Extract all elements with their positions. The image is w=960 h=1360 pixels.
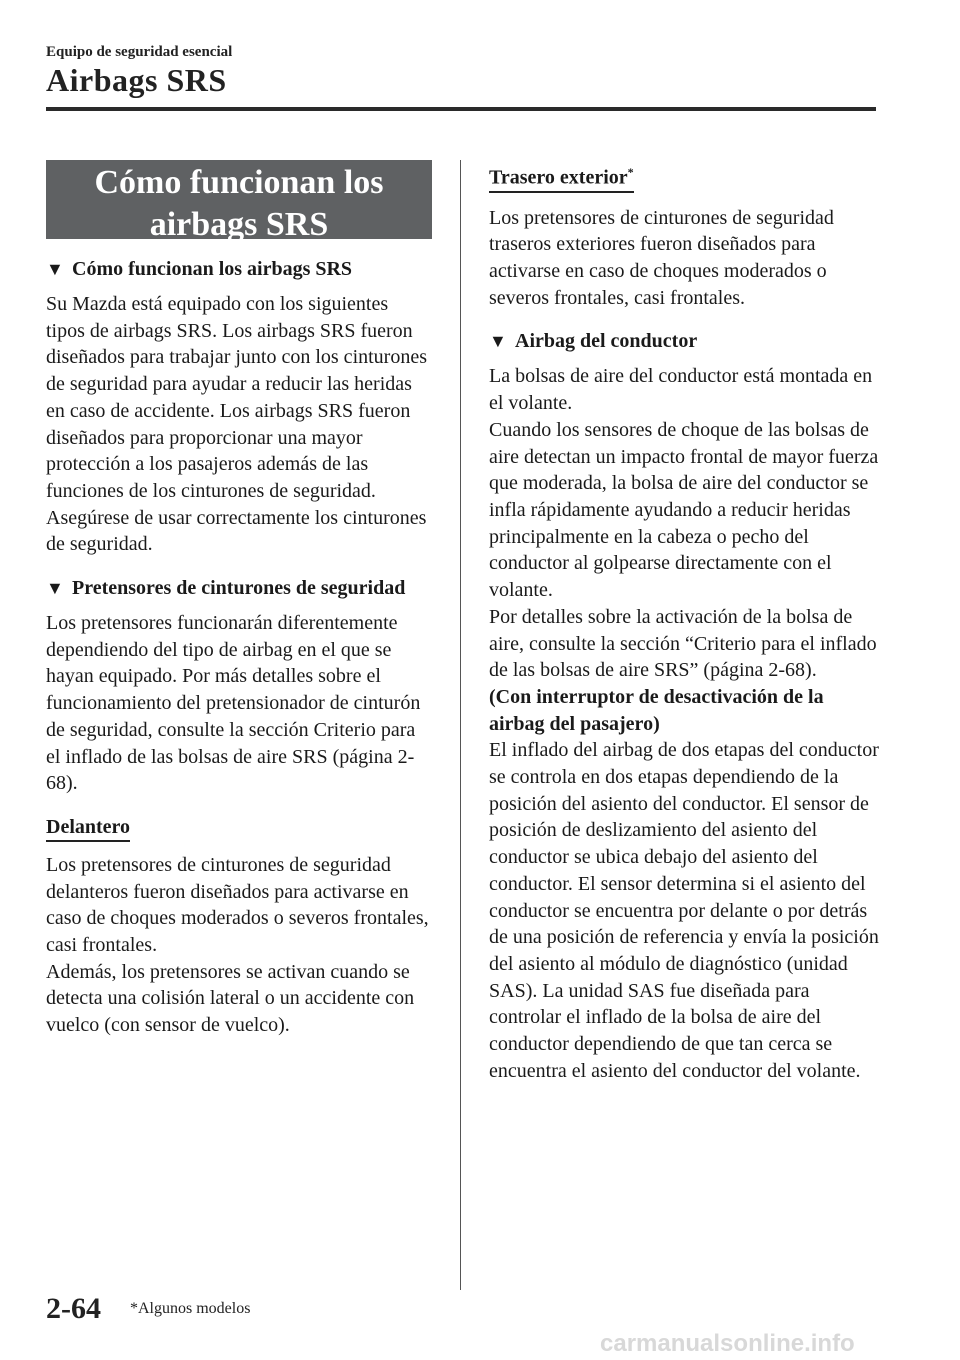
triangle-bullet-icon: ▼ [46,578,64,599]
subheading-text: Pretensores de cinturones de seguridad [72,577,406,600]
paragraph: Además, los pretensores se activan cuando se detecta una colisión lateral o un accidente con vuelco (con sensor de vuelco). [46,960,415,1037]
paragraph-bold: (Con interruptor de desactivación de la airbag del pasajero) [489,685,824,735]
footnote: *Algunos modelos [130,1300,251,1317]
subheading-pretensioners [46,574,432,602]
paragraph: Los pretensores de cinturones de seguridad delanteros fueron diseñados para activarse en caso de choques moderados o severos frontales, casi frontales. [46,853,429,957]
heading-delantero: Delantero [46,815,130,842]
subheading-text: Cómo funcionan los airbags SRS [72,258,353,280]
paragraph: Cuando los sensores de choque de las bolsas de aire detectan un impacto frontal de mayor fuerza que moderada, la bolsa de aire del conductor se infla rápidamente ayudando a reducir heridas principalmente en la cabeza o pecho del conductor al golpearse directamente con el volante. [489,418,879,602]
right-column [489,160,879,1090]
header-section: Equipo de seguridad esencial [46,44,233,60]
subheading-driver-airbag [489,327,879,355]
paragraph: Su Mazda está equipado con los siguientes tipos de airbags SRS. Los airbags SRS fueron diseñados para trabajar junto con los cinturones de seguridad para ayudar a reducir las heridas en caso de accidente. Los airbags SRS fueron diseñados para proporcionar una mayor protección a los pasajeros además de las funciones de los cinturones de seguridad. Asegúrese de usar correctamente los cinturones de seguridad. [46,293,427,556]
heading-trasero-exterior [489,160,634,193]
watermark: carmanualsonline.info [600,1330,855,1357]
paragraph: Por detalles sobre la activación de la bolsa de aire, consulte la sección “Criterio para el inflado de las bolsas de aire SRS” (página 2-68). [489,605,877,682]
triangle-bullet-icon: ▼ [489,331,507,352]
heading-text: Trasero exterior [489,166,628,189]
column-divider [460,160,461,1290]
footnote-marker: * [627,165,634,179]
section-title-box [46,160,432,243]
section-title-line2: airbags SRS [149,206,329,243]
paragraph: La bolsas de aire del conductor está montada en el volante. [489,365,873,415]
left-column [46,160,432,1045]
paragraph: El inflado del airbag de dos etapas del conductor se controla en dos etapas dependiendo de la posición del asiento del conductor. El sensor de posición de deslizamiento del asiento del conductor se ubica debajo del asiento del conductor. El sensor determina si el asiento del conductor se encuentra por delante o por detrás de una posición de referencia y envía la posición del asiento al módulo de diagnóstico (unidad SAS). La unidad SAS fue diseñada para controlar el inflado de la bolsa de aire del conductor dependiendo de que tan cerca se encuentra el asiento del conductor del volante. [489,739,879,1082]
subheading-text: Airbag del conductor [515,330,698,353]
subheading-how-airbags-work [46,255,432,283]
paragraph: Los pretensores de cinturones de seguridad traseros exteriores fueron diseñados para activarse en caso de choques moderados o severos frontales, casi frontales. [489,206,834,309]
paragraph: Los pretensores funcionarán diferentemente dependiendo del tipo de airbag en el que se hayan equipado. Por más detalles sobre el funcionamiento del pretensionador de cinturón de seguridad, consulte la sección Criterio para el inflado de las bolsas de aire SRS (página 2-68). [46,612,421,795]
page-title: Airbags SRS [46,62,227,98]
header-rule [46,107,876,111]
page-number: 2-64 [46,1292,101,1325]
triangle-bullet-icon: ▼ [46,259,64,279]
section-title-line1: Cómo funcionan los [94,164,384,201]
